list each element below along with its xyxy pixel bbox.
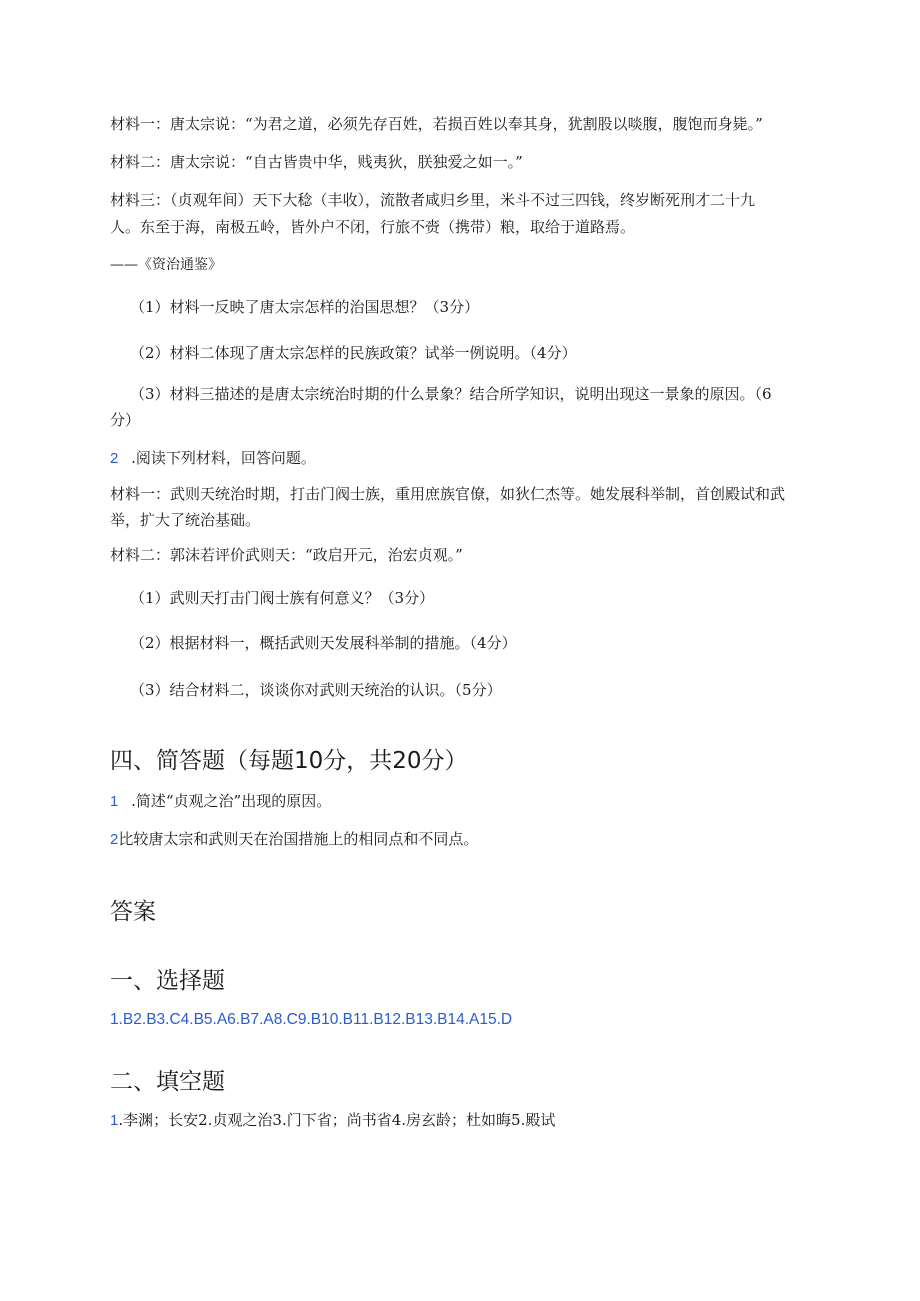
question-number: 2	[110, 450, 119, 467]
question-1-2: （2）材料二体现了唐太宗怎样的民族政策？试举一例说明。（4分）	[130, 344, 577, 362]
answers-title: 答案	[110, 899, 156, 925]
answers-section-2-content	[110, 1109, 555, 1130]
section-4-heading: 四、简答题（每题10分，共20分）	[110, 748, 468, 774]
material-2-1-line2: 举，扩大了统治基础。	[110, 511, 261, 529]
question-2-3: （3）结合材料二，谈谈你对武则天统治的认识。（5分）	[130, 681, 502, 699]
question-1-3-line1: （3）材料三描述的是唐太宗统治时期的什么景象？结合所学知识，说明出现这一景象的原因。（6	[130, 385, 772, 403]
answers-section-1-title: 一、选择题	[110, 968, 225, 994]
question-text: 比较唐太宗和武则天在治国措施上的相同点和不同点。	[118, 830, 479, 848]
question-number: 2	[110, 831, 119, 848]
material-3-line1: 材料三：（贞观年间）天下大稔（丰收），流散者咸归乡里，米斗不过三四钱，终岁断死刑才二十九	[110, 191, 756, 209]
question-1-3-line2: 分）	[110, 411, 141, 429]
question-1-1: （1）材料一反映了唐太宗怎样的治国思想？（3分）	[130, 298, 480, 316]
question-2-1: （1）武则天打击门阀士族有何意义？（3分）	[130, 589, 435, 607]
question-text: .阅读下列材料，回答问题。	[131, 449, 316, 467]
short-answer-1	[110, 791, 331, 812]
answer-text: .李渊；长安2.贞观之治3.门下省；尚书省4.房玄龄；杜如晦5.殿试	[118, 1111, 556, 1129]
short-answer-2	[110, 829, 478, 850]
material-2-1-line1: 材料一：武则天统治时期，打击门阀士族，重用庶族官僚，如狄仁杰等。她发展科举制，首创殿试和武	[110, 485, 786, 503]
material-source: ——《资治通鉴》	[110, 257, 222, 273]
question-text: .简述“贞观之治”出现的原因。	[131, 792, 332, 810]
material-3-line2: 人。东至于海，南极五岭，皆外户不闭，行旅不赍（携带）粮，取给于道路焉。	[110, 218, 636, 236]
material-2: 材料二：唐太宗说：“自古皆贵中华，贱夷狄，朕独爱之如一。”	[110, 153, 523, 171]
material-2-2: 材料二：郭沫若评价武则天：“政启开元，治宏贞观。”	[110, 546, 463, 564]
question-number: 1	[110, 793, 119, 810]
question-2-2: （2）根据材料一，概括武则天发展科举制的措施。（4分）	[130, 634, 517, 652]
answers-section-1-content	[110, 1011, 512, 1029]
answers-choice-list: 1.B2.B3.C4.B5.A6.B7.A8.C9.B10.B11.B12.B13.B14.A15.D	[110, 1011, 513, 1028]
question-2-intro	[110, 448, 316, 469]
material-1: 材料一：唐太宗说：“为君之道，必须先存百姓，若损百姓以奉其身，犹割股以啖腹，腹饱而身毙。”	[110, 115, 763, 133]
answers-section-2-title: 二、填空题	[110, 1069, 225, 1095]
answer-number: 1	[110, 1112, 119, 1129]
